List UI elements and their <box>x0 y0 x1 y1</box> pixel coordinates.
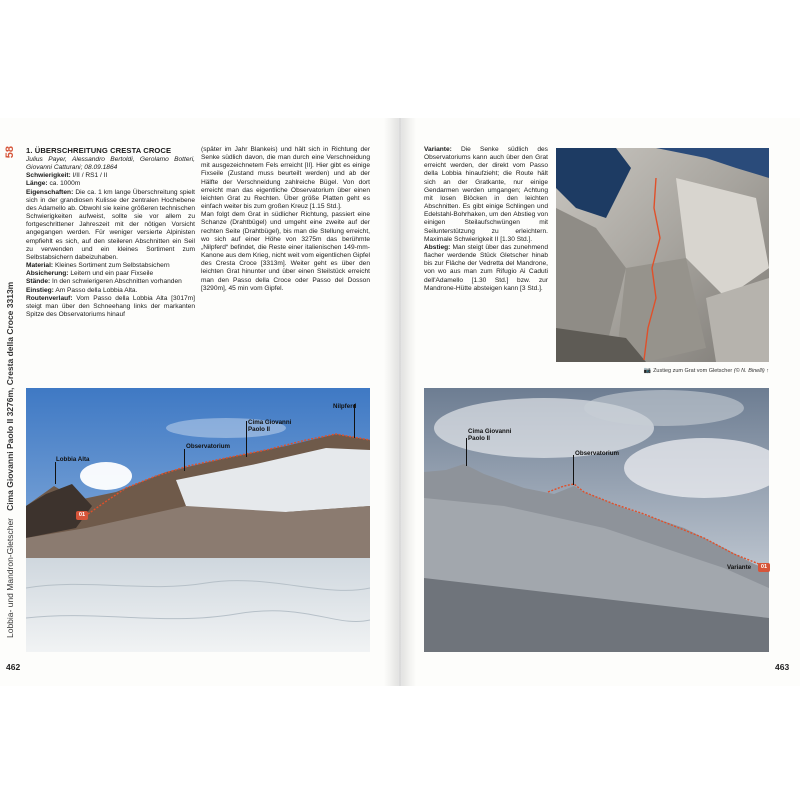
label-lobbia-alta: Lobbia Alta <box>56 456 90 463</box>
pin-observatorium-left <box>184 449 185 471</box>
label-observatorium-right: Observatorium <box>575 450 620 457</box>
right-column <box>424 146 548 293</box>
page-number-left: 462 <box>6 662 21 672</box>
route-authors: Julius Payer, Alessandro Bertoldi, Gerolamo Botteri, Giovanni Catturani; 08.09.1864 <box>26 156 195 172</box>
route-title: 1. ÜBERSCHREITUNG CRESTA CROCE <box>26 146 172 155</box>
pin-cima-left <box>246 421 247 457</box>
arrow-up-icon: ↑ <box>766 368 769 374</box>
label-cima-left: Cima Giovanni Paolo II <box>248 419 292 433</box>
side-region: Lobbia- und Mandron-Gletscher <box>5 517 15 638</box>
material-line: Material: Kleines Sortiment zum Selbstabsichern <box>26 262 170 270</box>
route-badge-right: 01 <box>758 563 770 572</box>
route-text-continued: (später im Jahr Blankeis) und hält sich in Richtung der Senke südlich davon, die man durch eine Verschneidung mit ausgezeichnetem Fels erreicht [II]. Hier gibt es einige Fixseile (Zustand muss beurteilt werden) und ab der Hälfte der Verschneidung zahlreiche Bügel. Von dort erreicht man das eigentliche Observatorium über einen leichten Grat zu Rechten. Über größe Platten geht es einfach weiter bis zum großen Kreuz [1.15 Std.]. <box>201 146 370 211</box>
rock-face-photo <box>556 148 769 362</box>
difficulty-line: Schwierigkeit: I/II / RS1 / II <box>26 172 108 180</box>
properties-line: Eigenschaften: Die ca. 1 km lange Überschreitung spielt sich in der grandiosen Kulisse der zentralen Hochebene des Adamello ab. Obwohl sie keine größeren technischen Schwierigkeiten aufweist, sollte sie vor allem zu fortgeschrittener Jahreszeit mit der nötigen Vorsicht angegangen werden. Für weniger versierte Alpinisten empfiehlt es sich, auf den steileren Abschnitten ein Seil zu verwenden und ein kleines Sortiment zum Selbstabsichern dabeizuhaben. <box>26 188 195 261</box>
book-gutter <box>384 118 416 686</box>
label-variante: Variante <box>727 564 752 571</box>
descent-line: Abstieg: Man steigt über das zunehmend flacher werdende Stück Gletscher hinab bis zur Fläche der Vedretta del Mandrone, von wo aus man zum Rifugio Ai Caduti dell'Adamello [1.30 Std.] bzw. zur Mandrone-Hütte absteigen kann [3 Std.]. <box>424 243 548 292</box>
side-summit-title: Cima Giovanni Paolo II 3276m, Cresta della Croce 3313m <box>5 281 15 511</box>
route-line: Routenverlauf: Vom Passo della Lobbia Alta [3017m] steigt man über den Schneehang links der markanten Spitze des Observatoriums hinauf <box>26 294 195 318</box>
belays-line: Stände: In den schwierigeren Abschnitten vorhanden <box>26 278 182 286</box>
glacier-panorama-photo <box>26 388 370 652</box>
photo-caption: 📷 Zustieg zum Grat vom Gletscher (© N. Binelli) ↑ <box>643 368 769 374</box>
side-page-number: 58 <box>4 146 16 159</box>
route-text-ridge: Man folgt dem Grat in südlicher Richtung, passiert eine Schanze (Drahtbügel) und umgeht eine zweite auf der rechten Seite (Drahtbügel), bis man die Stellung erreicht, wo sich auf einer Höhe von 3275m das berühmte „Nilpferd“ befindet, die Reste einer italienischen 149-mm-Kanone aus dem Krieg, nicht weit vom eigentlichen Gipfel des Cresta Croce [3313m]. Weiter geht es über den leichten Grat hinunter und über einen Steilstück erreicht man den Passo della Croce oder Passo del Dosson [3290m], 45 min vom Gipfel. <box>201 211 370 292</box>
length-line: Länge: ca. 1000m <box>26 180 81 188</box>
start-line: Einstieg: Am Passo della Lobbia Alta. <box>26 286 138 294</box>
route-badge-left: 01 <box>76 511 88 520</box>
pin-observatorium-right <box>573 455 574 485</box>
label-cima-right: Cima Giovanni Paolo II <box>468 428 512 442</box>
page-number-right: 463 <box>775 662 790 672</box>
label-observatorium-left: Observatorium <box>186 443 231 450</box>
side-running-head <box>5 168 21 638</box>
label-nilpferd: Nilpferd <box>333 403 357 410</box>
pin-lobbia <box>55 462 56 484</box>
left-column-2 <box>201 146 370 293</box>
protection-line: Absicherung: Leitern und ein paar Fixseile <box>26 270 154 278</box>
pin-cima-right <box>466 438 467 466</box>
left-column-1 <box>26 146 195 319</box>
camera-icon: 📷 <box>643 368 652 374</box>
variant-line: Variante: Die Senke südlich des Observatoriums kann auch über den Grat erreicht werden, der direkt vom Passo della Lobbia hinaufzieht; die Route hält sich an der Gratkante, nur einige Gendarmen werden umgangen; Achtung mit losen Blöcken in den leichten Abschnitten. Es gibt einige Schlingen und Edelstahl-Bohrhaken, um den Abstieg von einigen Steilaufschwüngen mit Seilunterstützung zu erleichtern. Maximale Schwierigkeit II [1.30 Std.]. <box>424 146 548 243</box>
